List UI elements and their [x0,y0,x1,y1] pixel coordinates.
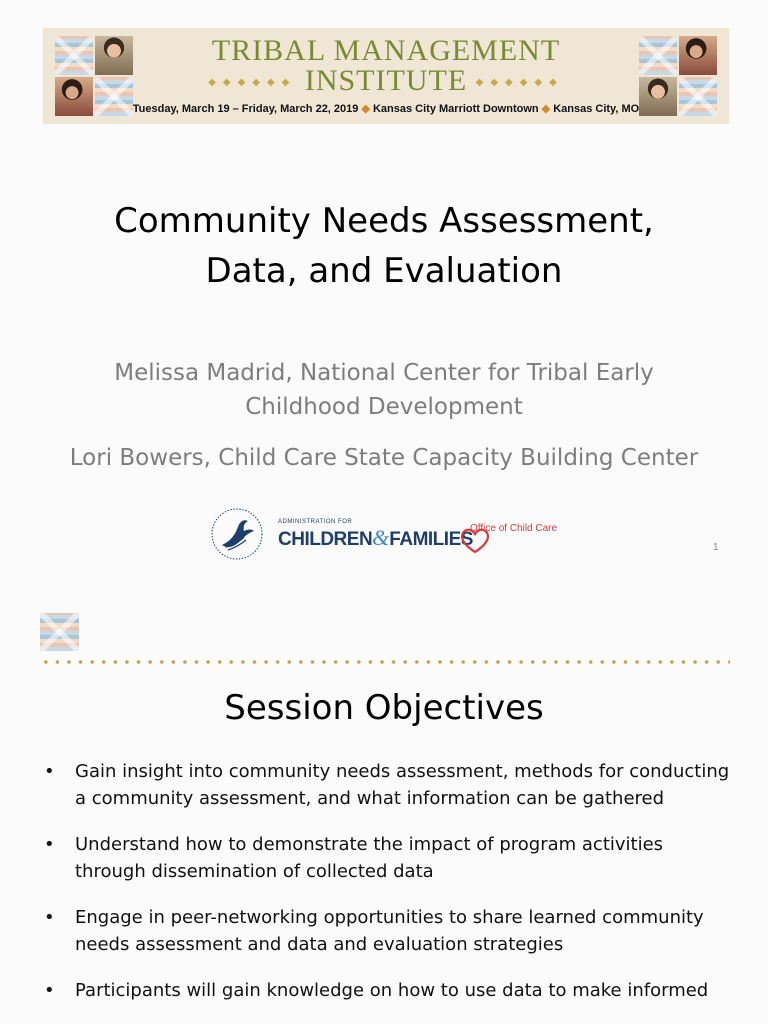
acf-logo [278,519,473,551]
slide-title-line1: Community Needs Assessment, [114,201,654,241]
banner-title: TRIBAL MANAGEMENT [211,34,561,67]
slide-title [0,196,768,296]
bullet-icon: • [44,834,55,855]
separator-diamond: ◆ [541,103,551,115]
objectives-list [44,758,734,1023]
section-title: Session Objectives [224,688,544,728]
list-item-text: Engage in peer-networking opportunities to share learned community needs assessment and data and evaluation strategies [75,907,704,955]
quilt-pattern-image [40,613,79,651]
event-city: Kansas City, MO [553,103,640,115]
acf-logo-small-text: ADMINISTRATION FOR [278,519,353,525]
banner-event-info [43,102,729,115]
page-number: 1 [713,542,719,553]
hhs-seal-icon [210,507,264,561]
dotted-divider [40,658,730,666]
banner-photo-collage-right [639,36,717,116]
banner-subtitle [43,66,729,98]
list-item-text: Understand how to demonstrate the impact of program activities through dissemination of collected data [75,834,664,882]
decorative-dots: ◆◆◆◆◆◆ [475,77,564,89]
bullet-icon: • [44,761,55,782]
child-photo [639,77,677,116]
list-item-text: Participants will gain knowledge on how to use data to make informed [75,980,709,1001]
slide-title-line2: Data, and Evaluation [205,251,563,291]
acf-logo-children: CHILDREN [278,529,373,550]
presenter-1-line1: Melissa Madrid, National Center for Tribal Early [114,360,654,386]
presenter-1-line2: Childhood Development [245,394,523,420]
presenter-1 [0,356,768,424]
conference-banner [43,28,729,124]
family-photo [679,36,717,75]
quilt-pattern-image [639,36,677,75]
list-item [44,758,734,812]
sponsor-logos [210,505,570,565]
banner-title-line2: INSTITUTE [304,64,468,97]
bullet-icon: • [44,907,55,928]
presenter-2: Lori Bowers, Child Care State Capacity Building Center [69,445,699,471]
list-item [44,831,734,885]
list-item [44,904,734,958]
list-item-text: Gain insight into community needs assessment, methods for conducting a community assessment, and what information can be gathered [75,761,730,809]
list-item [44,977,734,1004]
office-of-child-care-text: Office of Child Care [470,523,558,534]
acf-logo-families: FAMILIES [389,529,473,550]
decorative-dots: ◆◆◆◆◆◆ [208,77,297,89]
separator-diamond: ◆ [361,103,370,115]
event-dates: Tuesday, March 19 – Friday, March 22, 2019 [132,103,359,115]
event-venue: Kansas City Marriott Downtown [372,103,539,115]
acf-logo-ampersand: & [372,525,390,550]
quilt-pattern-image [679,77,717,116]
bullet-icon: • [44,980,55,1001]
